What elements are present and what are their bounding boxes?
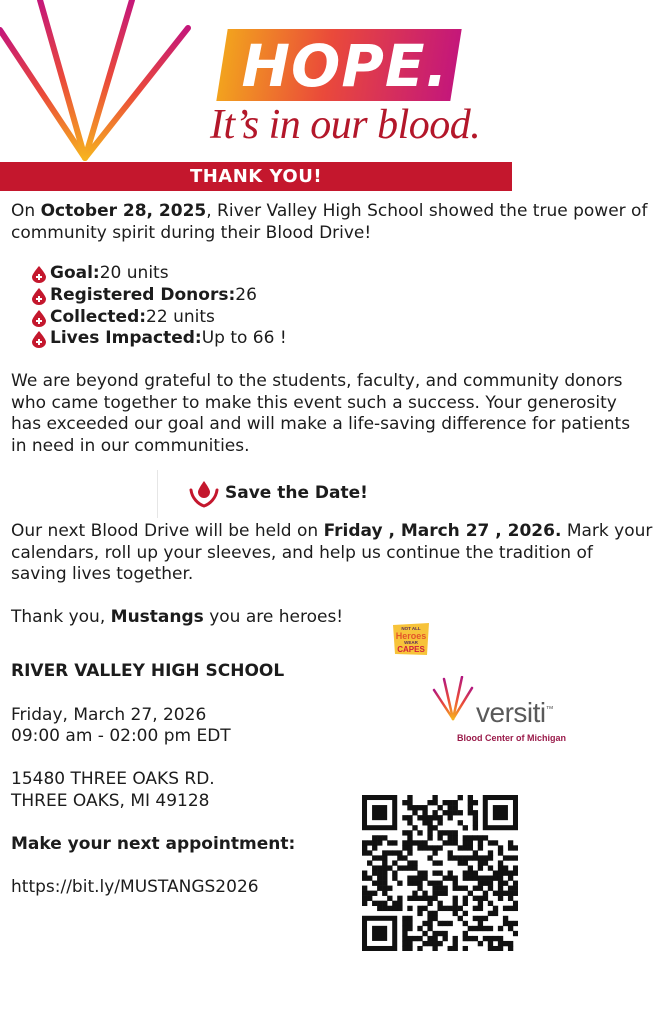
versiti-logo-icon <box>432 676 474 722</box>
stat-collected <box>31 307 215 328</box>
next-drive-paragraph <box>11 521 652 586</box>
qr-code-icon <box>362 795 518 951</box>
badge-line3: WEAR <box>404 640 418 645</box>
appointment-link[interactable]: https://bit.ly/MUSTANGS2026 <box>11 877 259 897</box>
stat-label: Registered Donors: <box>50 285 236 305</box>
headline: HOPE. <box>241 32 449 100</box>
blood-drop-plus-icon <box>31 265 47 283</box>
blood-drop-plus-icon <box>31 309 47 327</box>
divider <box>157 470 158 518</box>
gratitude-line: We are beyond grateful to the students, faculty, and community donors <box>11 371 623 391</box>
tagline: It’s in our blood. <box>210 102 481 148</box>
decorative-rays-icon <box>0 0 200 170</box>
address-line1: 15480 THREE OAKS RD. <box>11 769 215 789</box>
event-date: Friday, March 27, 2026 <box>11 705 207 725</box>
hands-blood-drop-icon <box>189 478 219 508</box>
sponsor-name-text: versiti <box>476 697 546 728</box>
event-past-date: October 28, 2025 <box>40 201 207 221</box>
stat-goal <box>31 263 169 284</box>
gratitude-line: who came together to make this event such a success. Your generosity <box>11 392 617 413</box>
blood-drop-plus-icon <box>31 287 47 305</box>
save-the-date-title: Save the Date! <box>225 483 368 503</box>
next-drive-line2: calendars, roll up your sleeves, and help us continue the tradition of <box>11 542 593 563</box>
stat-value: 20 units <box>99 263 169 283</box>
stat-lives-impacted <box>31 328 287 349</box>
stat-value: 22 units <box>146 307 215 327</box>
thanks-prefix: Thank you, <box>11 607 111 627</box>
stat-label: Goal: <box>50 263 100 283</box>
badge-line4: CAPES <box>397 645 425 654</box>
intro-prefix: On <box>11 201 41 221</box>
stat-value: 26 <box>235 285 257 305</box>
stat-registered-donors <box>31 285 257 306</box>
thanks-line <box>11 607 343 629</box>
heroes-wear-capes-badge <box>390 621 432 657</box>
address-line2: THREE OAKS, MI 49128 <box>11 791 210 811</box>
blood-drop-plus-icon <box>31 330 47 348</box>
gratitude-line: in need in our communities. <box>11 435 250 456</box>
stat-label: Lives Impacted: <box>50 328 202 348</box>
intro-paragraph <box>11 201 647 244</box>
trademark: ™ <box>545 704 554 714</box>
banner-title: THANK YOU! <box>189 166 323 187</box>
next-drive-date: Friday , March 27 , 2026. <box>323 521 562 541</box>
school-name: RIVER VALLEY HIGH SCHOOL <box>11 661 285 681</box>
stat-label: Collected: <box>50 307 147 327</box>
next-drive-prefix: Our next Blood Drive will be held on <box>11 521 324 541</box>
intro-line2: community spirit during their Blood Drive! <box>11 222 372 243</box>
gratitude-line: has exceeded our goal and will make a life-saving difference for patients <box>11 414 631 434</box>
event-time: 09:00 am - 02:00 pm EDT <box>11 726 231 746</box>
appointment-cta: Make your next appointment: <box>11 834 296 854</box>
sponsor-name <box>476 697 553 729</box>
badge-line1: NOT ALL <box>401 626 421 631</box>
next-drive-suffix: Mark your <box>561 521 653 541</box>
intro-line1-rest: , River Valley High School showed the true power of <box>206 201 648 221</box>
save-the-date <box>189 478 368 508</box>
badge-line2: Heroes <box>395 631 427 641</box>
gratitude-paragraph <box>11 371 630 457</box>
team-name: Mustangs <box>110 607 204 627</box>
stat-value: Up to 66 ! <box>201 328 287 348</box>
next-drive-line3: saving lives together. <box>11 564 194 584</box>
sponsor-subtitle: Blood Center of Michigan <box>457 733 566 743</box>
thanks-suffix: you are heroes! <box>203 607 344 627</box>
